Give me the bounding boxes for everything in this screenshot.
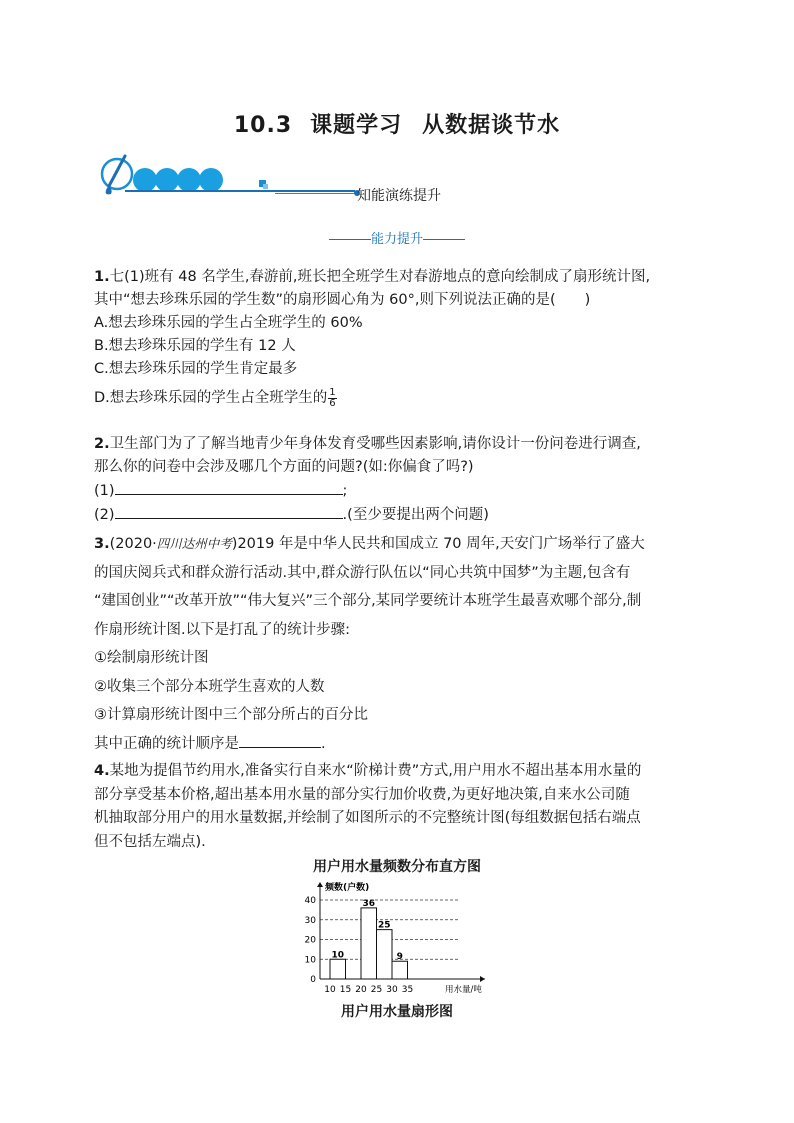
step-1: 绘制扇形统计图: [107, 650, 209, 666]
step-2: 收集三个部分本班学生喜欢的人数: [107, 678, 325, 695]
bar-value-label: 36: [362, 898, 376, 909]
fraction-denominator: 6: [329, 397, 336, 409]
q3-source-open: (2020·: [109, 536, 157, 552]
question-2: [94, 433, 641, 527]
answer-blank-1[interactable]: [115, 479, 343, 495]
step-3: 计算扇形统计图中三个部分所占的百分比: [107, 707, 368, 723]
q4-line1: 某地为提倡节约用水,准备实行自来水“阶梯计费”方式,用户用水不超出基本用水量的: [109, 763, 642, 779]
y-tick-label: 20: [304, 935, 316, 946]
banner-line: [275, 193, 355, 194]
q3-ask-end: .: [321, 735, 326, 752]
banner-underline: [125, 190, 355, 192]
histogram-bar: [361, 908, 377, 979]
histogram-bar: [330, 959, 346, 979]
q3-ask: 其中正确的统计顺序是: [94, 735, 239, 752]
x-axis-arrow: [480, 976, 485, 982]
x-tick-label: 10: [324, 985, 336, 995]
q3-number: 3.: [94, 536, 110, 552]
q2-blank2-label: (2): [94, 507, 115, 523]
fraction-numerator: 1: [329, 386, 336, 398]
y-tick-label: 40: [304, 896, 316, 906]
q4-line4: 但不包括左端点).: [94, 833, 206, 850]
section-banner: [95, 152, 515, 212]
q1-line2: 其中“想去珍珠乐园的学生数”的扇形圆心角为 60°,则下列说法正确的是( ): [94, 292, 591, 308]
q1-option-a: A.想去珍珠乐园的学生占全班学生的 60%: [94, 315, 363, 331]
page-title: [0, 108, 794, 139]
pie-chart-title: 用户用水量扇形图: [341, 1004, 453, 1020]
question-1: [94, 266, 650, 410]
x-tick-label: 15: [339, 985, 352, 995]
y-tick-label: 30: [304, 915, 316, 926]
fraction: [328, 388, 336, 409]
q1-option-c: C.想去珍珠乐园的学生肯定最多: [94, 361, 298, 377]
x-axis-label: 用水量/吨: [445, 985, 482, 995]
q2-number: 2.: [94, 436, 110, 452]
q1-number: 1.: [94, 269, 110, 285]
banner-text: 知能演练提升: [357, 188, 441, 204]
q3-line3: “建国创业”“改革开放”“伟大复兴”三个部分,某同学要统计本班学生最喜欢哪个部分,制: [94, 593, 642, 609]
step-3-mark: ③: [94, 707, 107, 723]
question-3: [94, 530, 645, 758]
q1-option-d-text: D.想去珍珠乐园的学生占全班学生的: [94, 390, 328, 406]
y-tick-label: 0: [310, 975, 316, 985]
x-tick-label: 35: [401, 985, 414, 995]
q2-blank2-end: .(至少要提出两个问题): [342, 507, 489, 523]
histogram-title: 用户用水量频数分布直方图: [313, 859, 481, 875]
x-tick-label: 30: [386, 985, 398, 995]
y-axis-arrow: [317, 882, 323, 887]
q3-line4: 作扇形统计图.以下是打乱了的统计步骤:: [94, 621, 350, 638]
q2-blank1-label: (1): [94, 483, 115, 499]
q3-line2: 的国庆阅兵式和群众游行活动.其中,群众游行队伍以“同心共筑中国梦”为主题,包含有: [94, 564, 631, 581]
bubble-row-icon: [133, 168, 223, 192]
question-4: [94, 760, 641, 854]
y-tick-label: 10: [304, 955, 316, 966]
answer-blank-2[interactable]: [115, 503, 343, 519]
x-tick-label: 25: [370, 985, 383, 995]
q1-option-d: [94, 387, 650, 410]
step-2-mark: ②: [94, 678, 107, 695]
q4-line3: 机抽取部分用户的用水量数据,并绘制了如图所示的不完整统计图(每组数据包括右端点: [94, 810, 641, 826]
histogram-chart: [290, 876, 510, 996]
q2-line2: 那么你的问卷中会涉及哪几个方面的问题?(如:你偏食了吗?): [94, 459, 474, 475]
q3-line1: )2019 年是中华人民共和国成立 70 周年,天安门广场举行了盛大: [231, 536, 645, 552]
q1-line1: 七(1)班有 48 名学生,春游前,班长把全班学生对春游地点的意向绘制成了扇形统计图,: [109, 269, 651, 285]
bar-value-label: 10: [331, 950, 345, 961]
x-tick-label: 20: [355, 985, 367, 995]
histogram-bar: [377, 930, 393, 979]
y-axis-label: 频数(户数): [325, 883, 370, 893]
q4-number: 4.: [94, 763, 110, 779]
q1-option-b: B.想去珍珠乐园的学生有 12 人: [94, 338, 296, 354]
section-heading: [0, 228, 794, 247]
q2-line1: 卫生部门为了了解当地青少年身体发育受哪些因素影响,请你设计一份问卷进行调查,: [109, 436, 641, 452]
bar-value-label: 25: [377, 920, 391, 931]
section-label: 能力提升: [370, 232, 423, 247]
answer-blank-3[interactable]: [239, 732, 321, 748]
brush-icon: [102, 156, 132, 194]
q2-blank1-end: ;: [342, 483, 348, 499]
step-1-mark: ①: [94, 650, 107, 666]
q4-line2: 部分享受基本价格,超出基本用水量的部分实行加价收费,为更好地决策,自来水公司随: [94, 786, 630, 803]
q3-source: 四川达州中考: [156, 536, 232, 551]
bar-value-label: 9: [396, 952, 403, 963]
title-part1: 课题学习: [310, 113, 403, 138]
title-part2: 从数据谈节水: [422, 113, 561, 138]
histogram-bar: [392, 961, 408, 979]
title-number: 10.3: [233, 113, 293, 138]
